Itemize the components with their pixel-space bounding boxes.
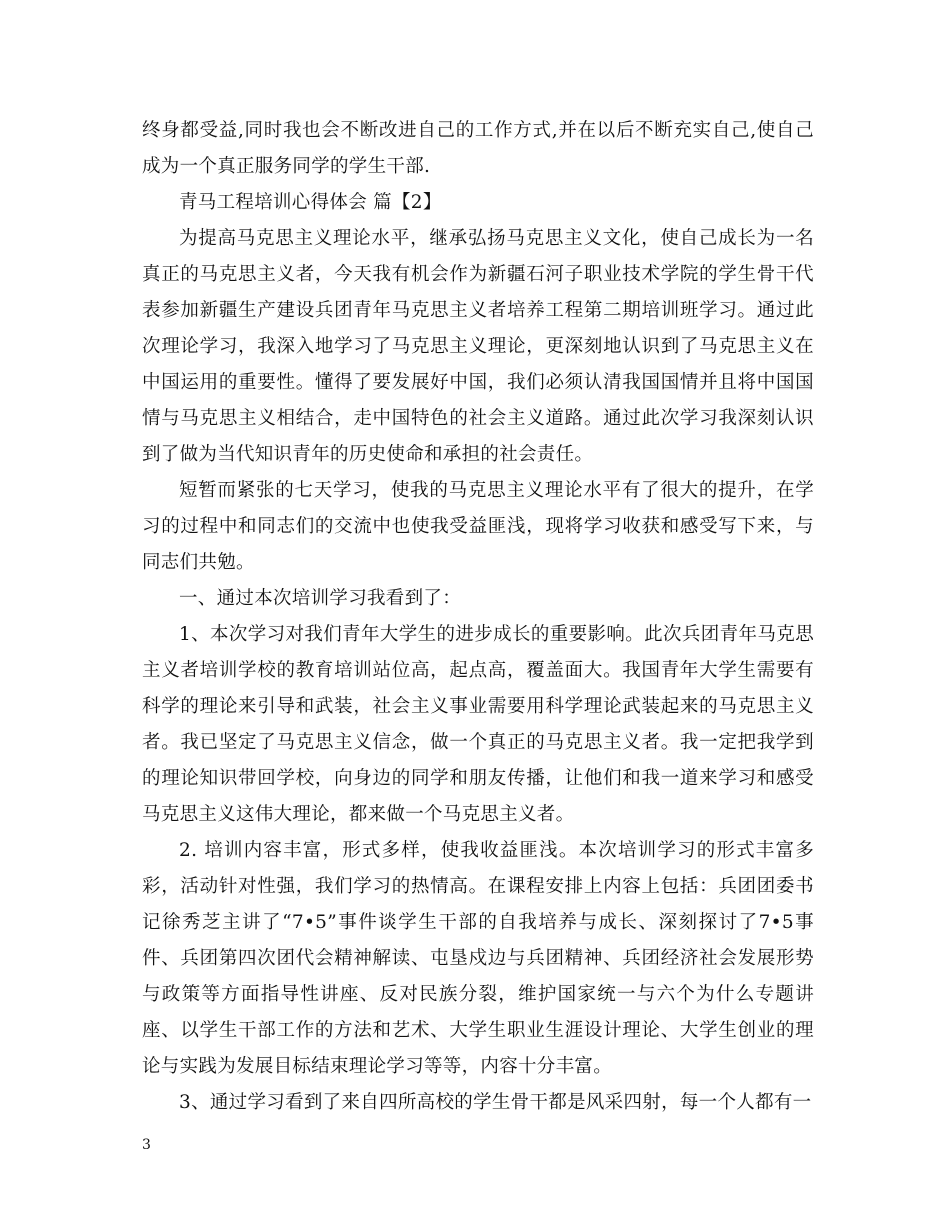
paragraph: 1、本次学习对我们青年大学生的进步成长的重要影响。此次兵团青年马克思主义者培训学校的教育培训站位高，起点高，覆盖面大。我国青年大学生需要有科学的理论来引导和武装，社会主义事业需要用科学理论武装起来的马克思主义者。我已坚定了马克思主义信念，做一个真正的马克思主义者。我一定把我学到的理论知识带回学校，向身边的同学和朋友传播，让他们和我一道来学习和感受马克思主义这伟大理论，都来做一个马克思主义者。	[142, 624, 814, 825]
paragraph: 为提高马克思主义理论水平，继承弘扬马克思主义文化，使自己成长为一名真正的马克思主义者，今天我有机会作为新疆石河子职业技术学院的学生骨干代表参加新疆生产建设兵团青年马克思主义者培养工程第二期培训班学习。通过此次理论学习，我深入地学习了马克思主义理论，更深刻地认识到了马克思主义在中国运用的重要性。懂得了要发展好中国，我们必须认清我国国情并且将中国国情与马克思主义相结合，走中国特色的社会主义道路。通过此次学习我深刻认识到了做为当代知识青年的历史使命和承担的社会责任。	[142, 228, 814, 465]
paragraph: 终身都受益,同时我也会不断改进自己的工作方式,并在以后不断充实自己,使自己成为一个真正服务同学的学生干部.	[142, 120, 814, 177]
paragraph: 短暂而紧张的七天学习，使我的马克思主义理论水平有了很大的提升，在学习的过程中和同志们的交流中也使我受益匪浅，现将学习收获和感受写下来，与同志们共勉。	[142, 480, 814, 573]
paragraph: 3、通过学习看到了来自四所高校的学生骨干都是风采四射，每一个人都有一	[179, 1092, 812, 1113]
paragraph: 2. 培训内容丰富，形式多样，使我收益匪浅。本次培训学习的形式丰富多彩，活动针对性强，我们学习的热情高。在课程安排上内容上包括：兵团团委书记徐秀芝主讲了“7•5”事件谈学生干部的自我培养与成长、深刻探讨了7•5事件、兵团第四次团代会精神解读、屯垦戍边与兵团精神、兵团经济社会发展形势与政策等方面指导性讲座、反对民族分裂，维护国家统一与六个为什么专题讲座、以学生干部工作的方法和艺术、大学生职业生涯设计理论、大学生创业的理论与实践为发展目标结束理论学习等等，内容十分丰富。	[142, 840, 814, 1077]
document-body	[142, 113, 814, 1121]
page-number: 3	[142, 1137, 151, 1153]
subheading: 一、通过本次培训学习我看到了：	[179, 588, 462, 609]
section-heading: 青马工程培训心得体会 篇【2】	[179, 192, 442, 213]
